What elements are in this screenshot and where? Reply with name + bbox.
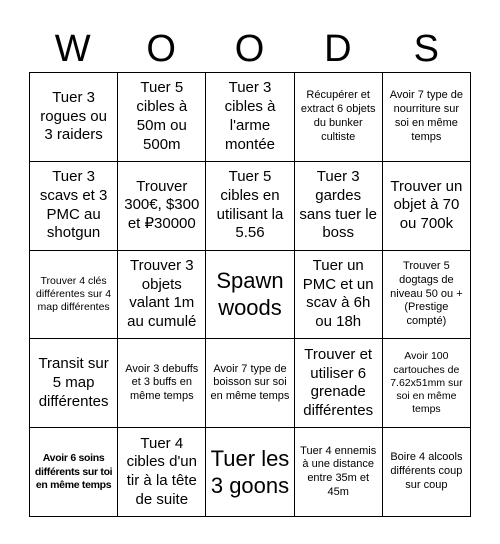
cell-text: Spawn woods	[216, 267, 284, 321]
cell-text: Avoir 100 cartouches de 7.62x51mm sur soi en même temps	[390, 350, 463, 415]
cell-text: Tuer 3 rogues ou 3 raiders	[40, 88, 107, 144]
bingo-cell[interactable]	[30, 251, 118, 340]
bingo-cell-free[interactable]	[206, 251, 294, 340]
cell-text: Tuer 4 ennemis à une distance entre 35m et 45m	[300, 444, 377, 498]
bingo-cell[interactable]	[118, 251, 206, 340]
cell-text: Avoir 7 type de boisson sur soi en même temps	[210, 362, 290, 403]
cell-text: Transit sur 5 map différentes	[38, 355, 109, 410]
bingo-cell[interactable]	[383, 339, 471, 428]
bingo-cell[interactable]	[295, 73, 383, 162]
cell-text: Tuer 4 cibles d'un tir à la tête de suite	[126, 434, 197, 508]
bingo-cell[interactable]	[295, 251, 383, 340]
bingo-cell[interactable]	[206, 162, 294, 251]
bingo-cell[interactable]	[30, 162, 118, 251]
cell-text: Trouver et utiliser 6 grenade différentes	[303, 345, 374, 420]
cell-text: Trouver un objet à 70 ou 700k	[390, 177, 463, 233]
bingo-header	[29, 26, 471, 72]
bingo-cell[interactable]	[30, 428, 118, 517]
cell-text: Tuer 5 cibles en utilisant la 5.56	[216, 168, 284, 242]
bingo-cell[interactable]	[295, 339, 383, 428]
header-letter: W	[54, 27, 92, 70]
bingo-cell[interactable]	[118, 339, 206, 428]
bingo-cell[interactable]	[295, 428, 383, 517]
bingo-cell[interactable]	[118, 162, 206, 251]
cell-text: Récupérer et extract 6 objets du bunker cultiste	[300, 89, 376, 143]
bingo-cell[interactable]	[206, 339, 294, 428]
cell-text: Boire 4 alcools différents coup sur coup	[390, 451, 463, 491]
cell-text: Tuer les 3 goons	[210, 445, 290, 499]
bingo-cell[interactable]	[206, 73, 294, 162]
bingo-cell[interactable]	[383, 251, 471, 340]
bingo-grid	[29, 72, 471, 517]
header-letter: D	[324, 27, 353, 70]
cell-text: Trouver 5 dogtags de niveau 50 ou + (Prestige compté)	[390, 260, 463, 328]
header-letter: O	[234, 27, 266, 70]
bingo-cell[interactable]	[118, 428, 206, 517]
bingo-cell[interactable]	[206, 428, 294, 517]
bingo-cell[interactable]	[383, 162, 471, 251]
bingo-cell[interactable]	[383, 73, 471, 162]
cell-text: Tuer 3 gardes sans tuer le boss	[299, 168, 377, 242]
cell-text: Tuer 5 cibles à 50m ou 500m	[136, 79, 188, 153]
bingo-cell[interactable]	[118, 73, 206, 162]
bingo-cell[interactable]	[383, 428, 471, 517]
cell-text: Trouver 3 objets valant 1m au cumulé	[127, 256, 197, 331]
cell-text: Tuer un PMC et un scav à 6h ou 18h	[302, 256, 374, 331]
bingo-cell[interactable]	[295, 162, 383, 251]
bingo-cell[interactable]	[30, 73, 118, 162]
cell-text: Tuer 3 cibles à l'arme montée	[224, 79, 276, 153]
cell-text: Avoir 3 debuffs et 3 buffs en même temps	[125, 362, 199, 403]
header-letter: S	[413, 27, 440, 70]
cell-text: Trouver 300€, $300 et ₽30000	[124, 177, 200, 233]
bingo-cell[interactable]	[30, 339, 118, 428]
cell-text: Trouver 4 clés différentes sur 4 map différentes	[36, 274, 112, 314]
cell-text: Avoir 6 soins différents sur toi en même temps	[34, 452, 113, 491]
cell-text: Avoir 7 type de nourriture sur soi en même temps	[389, 89, 463, 143]
cell-text: Tuer 3 scavs et 3 PMC au shotgun	[39, 168, 108, 242]
header-letter: O	[146, 27, 177, 70]
